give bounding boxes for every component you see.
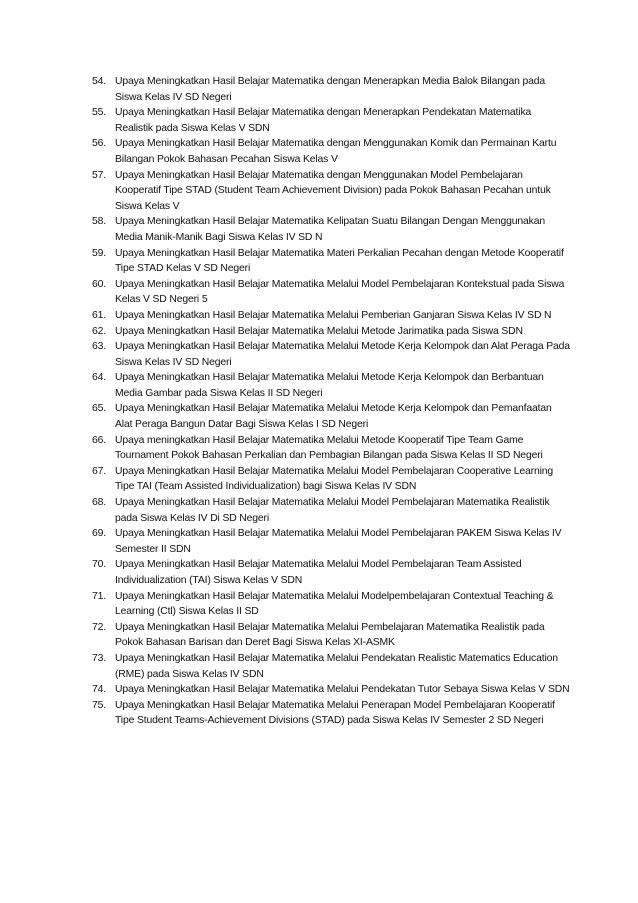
list-item bbox=[92, 339, 570, 370]
item-number: 59. bbox=[92, 247, 106, 259]
list-item bbox=[92, 308, 570, 324]
item-number: 69. bbox=[92, 528, 106, 540]
item-number: 55. bbox=[92, 107, 106, 119]
list-item bbox=[92, 620, 570, 651]
item-number: 67. bbox=[92, 465, 106, 477]
item-text: Upaya Meningkatkan Hasil Belajar Matematika Melalui Metode Kerja Kelompok dan Berbantuan Media Gambar pada Siswa Kelas II SD Negeri bbox=[115, 372, 544, 399]
list-item bbox=[92, 526, 570, 557]
list-item bbox=[92, 246, 570, 277]
item-text: Upaya Meningkatkan Hasil Belajar Matematika Melalui Model Pembelajaran Matematika Realistik pada Siswa Kelas IV Di SD Negeri bbox=[115, 497, 550, 524]
item-number: 71. bbox=[92, 590, 106, 602]
item-text: Upaya Meningkatkan Hasil Belajar Matematika Materi Perkalian Pecahan dengan Metode Kooperatif Tipe STAD Kelas V SD Negeri bbox=[115, 247, 564, 275]
item-text: Upaya Meningkatkan Hasil Belajar Matematika dengan Menggunakan Model Pembelajaran Kooperatif Tipe STAD (Student Team Achievement Division) pada Pokok Bahasan Pecahan untuk Siswa Kelas V bbox=[115, 169, 551, 212]
list-item bbox=[92, 324, 570, 340]
item-text: Upaya Meningkatkan Hasil Belajar Matematika Melalui Pembelajaran Matematika Realistik pada Pokok Bahasan Barisan dan Deret Bagi Siswa Kelas XI-ASMK bbox=[115, 621, 545, 649]
item-text: Upaya Meningkatkan Hasil Belajar Matematika Kelipatan Suatu Bilangan Dengan Menggunakan Media Manik-Manik Bagi Siswa Kelas IV SD N bbox=[115, 216, 545, 243]
item-number: 75. bbox=[92, 699, 106, 711]
list-item bbox=[92, 464, 570, 495]
item-text: Upaya Meningkatkan Hasil Belajar Matematika Melalui Metode Kerja Kelompok dan Pemanfaatan Alat Peraga Bangun Datar Bagi Siswa Kelas I SD Negeri bbox=[115, 403, 552, 431]
item-text: Upaya Meningkatkan Hasil Belajar Matematika Melalui Metode Kerja Kelompok dan Alat Peraga Pada Siswa Kelas IV SD Negeri bbox=[115, 341, 570, 368]
item-number: 68. bbox=[92, 497, 106, 509]
list-item bbox=[92, 698, 570, 729]
item-text: Upaya Meningkatkan Hasil Belajar Matematika dengan Menggunakan Komik dan Permainan Kartu Bilangan Pokok Bahasan Pecahan Siswa Kelas V bbox=[115, 138, 557, 165]
list-item bbox=[92, 401, 570, 432]
list-item bbox=[92, 557, 570, 588]
item-text: Upaya Meningkatkan Hasil Belajar Matematika dengan Menerapkan Media Balok Bilangan pada Siswa Kelas IV SD Negeri bbox=[115, 76, 545, 103]
item-number: 54. bbox=[92, 76, 106, 87]
item-text: Upaya Meningkatkan Hasil Belajar Matematika Melalui Model Pembelajaran Team Assisted Individualization (TAI) Siswa Kelas V SDN bbox=[115, 559, 522, 586]
item-number: 61. bbox=[92, 309, 106, 321]
item-text: Upaya Meningkatkan Hasil Belajar Matematika dengan Menerapkan Pendekatan Matematika Realistik pada Siswa Kelas V SDN bbox=[115, 107, 532, 134]
item-text: Upaya Meningkatkan Hasil Belajar Matematika Melalui Pendekatan Realistic Matematics Education (RME) pada Siswa Kelas IV SDN bbox=[115, 652, 558, 680]
item-number: 65. bbox=[92, 403, 106, 415]
item-text: Upaya meningkatkan Hasil Belajar Matematika Melalui Metode Kooperatif Tipe Team Game Tournament Pokok Bahasan Perkalian dan Pembagian Bilangan pada Siswa Kelas II SD Negeri bbox=[115, 434, 543, 462]
item-text: Upaya Meningkatkan Hasil Belajar Matematika Melalui Model Pembelajaran Kontekstual pada Siswa Kelas V SD Negeri 5 bbox=[115, 278, 565, 306]
item-text: Upaya Meningkatkan Hasil Belajar Matematika Melalui Metode Jarimatika pada Siswa SDN bbox=[115, 325, 523, 337]
item-number: 63. bbox=[92, 341, 106, 353]
numbered-title-list bbox=[92, 74, 570, 729]
item-number: 74. bbox=[92, 684, 106, 696]
item-number: 57. bbox=[92, 169, 106, 181]
item-number: 72. bbox=[92, 621, 106, 633]
item-text: Upaya Meningkatkan Hasil Belajar Matematika Melalui Model Pembelajaran Cooperative Learning Tipe TAI (Team Assisted Individualization) bagi Siswa Kelas IV SDN bbox=[115, 465, 554, 493]
item-number: 58. bbox=[92, 216, 106, 228]
list-item bbox=[92, 105, 570, 136]
item-number: 70. bbox=[92, 559, 106, 571]
item-number: 56. bbox=[92, 138, 106, 150]
item-text: Upaya Meningkatkan Hasil Belajar Matematika Melalui Model Pembelajaran PAKEM Siswa Kelas IV Semester II SDN bbox=[115, 528, 562, 555]
item-number: 66. bbox=[92, 434, 106, 446]
list-item bbox=[92, 495, 570, 526]
item-number: 73. bbox=[92, 652, 106, 664]
list-item bbox=[92, 589, 570, 620]
list-item bbox=[92, 214, 570, 245]
list-item bbox=[92, 168, 570, 215]
list-item bbox=[92, 136, 570, 167]
list-item bbox=[92, 682, 570, 698]
list-item bbox=[92, 74, 570, 105]
item-number: 64. bbox=[92, 372, 106, 384]
item-number: 60. bbox=[92, 278, 106, 290]
item-text: Upaya Meningkatkan Hasil Belajar Matematika Melalui Modelpembelajaran Contextual Teaching & Learning (Ctl) Siswa Kelas II SD bbox=[115, 590, 554, 618]
list-item bbox=[92, 433, 570, 464]
list-item bbox=[92, 277, 570, 308]
list-item bbox=[92, 370, 570, 401]
item-text: Upaya Meningkatkan Hasil Belajar Matematika Melalui Pendekatan Tutor Sebaya Siswa Kelas V SDN bbox=[115, 684, 570, 696]
list-item bbox=[92, 651, 570, 682]
item-number: 62. bbox=[92, 325, 106, 337]
item-text: Upaya Meningkatkan Hasil Belajar Matematika Melalui Pemberian Ganjaran Siswa Kelas IV SD N bbox=[115, 309, 552, 321]
item-text: Upaya Meningkatkan Hasil Belajar Matematika Melalui Penerapan Model Pembelajaran Kooperatif Tipe Student Teams-Achievement Divisions (STAD) pada Siswa Kelas IV Semester 2 SD Negeri bbox=[115, 699, 555, 727]
